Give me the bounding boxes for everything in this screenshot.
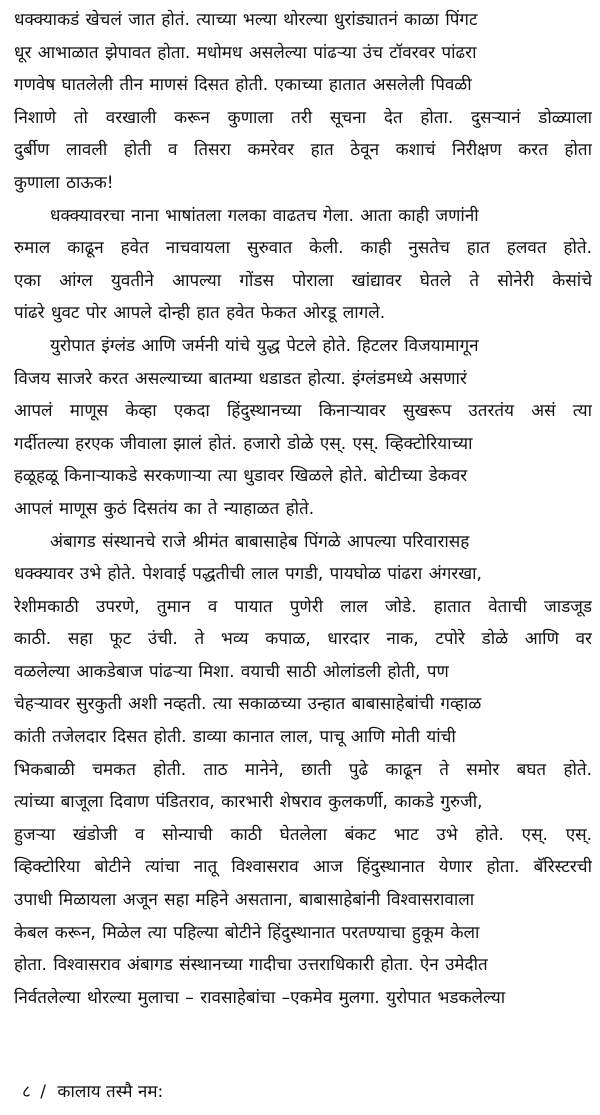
book-title: कालाय तस्मै नम: [57,1082,164,1102]
paragraph [14,526,592,1015]
text-line: रुमाल काढून हवेत नाचवायला सुरुवात केली. काही नुसतेच हात हलवत होते. [14,238,592,259]
page-footer [22,1078,163,1106]
footer-separator: / [40,1082,46,1102]
text-line: गर्दीतल्या हरएक जीवाला झालं होतं. हजारो डोळे एस्. एस्. व्हिक्टोरियाच्या [14,433,473,454]
text-line: व्हिक्टोरिया बोटीने त्यांचा नातू विश्वासराव आज हिंदुस्थानात येणार होता. बॅरिस्टरची [14,857,592,878]
text-line: कांती तजेलदार दिसत होती. डाव्या कानात लाल, पाचू आणि मोती यांची [14,727,456,748]
text-line: पांढरे धुवट पोर आपले दोन्ही हात हवेत फेकत ओरडू लागले. [14,303,386,324]
text-line: निर्वतलेल्या थोरल्या मुलाचा – रावसाहेबांचा –एकमेव मुलगा. युरोपात भडकलेल्या [14,987,506,1008]
text-line: काठी. सहा फूट उंची. ते भव्य कपाळ, धारदार नाक, टपोरे डोळे आणि वर [14,629,592,650]
text-line: वळलेल्या आकडेबाज पांढऱ्या मिशा. वयाची साठी ओलांडली होती, पण [14,661,449,682]
text-line: गणवेष घातलेली तीन माणसं दिसत होती. एकाच्या हातात असलेली पिवळी [14,75,472,96]
text-line: भिकबाळी चमकत होती. ताठ मानेने, छाती पुढे काढून ते समोर बघत होते. [14,759,592,780]
text-line: रेशीमकाठी उपरणे, तुमान व पायात पुणेरी लाल जोडे. हातात वेताची जाडजूड [14,596,592,617]
body-text [14,4,592,1014]
text-line: निशाणे तो वरखाली करून कुणाला तरी सूचना देत होता. दुसऱ्यानं डोळ्याला [14,107,592,128]
text-line: त्यांच्या बाजूला दिवाण पंडितराव, कारभारी शेषराव कुलकर्णी, काकडे गुरुजी, [14,792,483,813]
paragraph [14,4,592,200]
text-line: आपलं माणूस कुठं दिसतंय का ते न्याहाळत होते. [14,498,315,519]
text-line: चेहऱ्यावर सुरकुती अशी नव्हती. त्या सकाळच्या उन्हात बाबासाहेबांची गव्हाळ [14,694,482,715]
text-line: हुजऱ्या खंडोजी व सोन्याची काठी घेतलेला बंकट भाट उभे होते. एस्. एस्. [14,824,592,845]
text-line: युरोपात इंग्लंड आणि जर्मनी यांचे युद्ध पेटले होते. हिटलर विजयामागून [50,335,479,356]
paragraph [14,200,592,330]
text-line: आपलं माणूस केव्हा एकदा हिंदुस्थानच्या किनाऱ्यावर सुखरूप उतरतंय असं त्या [14,401,592,422]
text-line: उपाधी मिळायला अजून सहा महिने असताना, बाबासाहेबांनी विश्वासरावाला [14,890,475,911]
text-line: एका आंग्ल युवतीने आपल्या गोंडस पोराला खांद्यावर घेतले ते सोनेरी केसांचे [14,270,592,291]
text-line: विजय साजरे करत असल्याच्या बातम्या धडाडत होत्या. इंग्लंडमध्ये असणारं [14,368,467,389]
paragraph [14,330,592,526]
text-line: कुणाला ठाऊक! [14,172,114,193]
text-line: केबल करून, मिळेल त्या पहिल्या बोटीने हिंदुस्थानात परतण्याचा हुकूम केला [14,922,480,943]
text-line: धक्क्याकडं खेचलं जात होतं. त्याच्या भल्या थोरल्या धुरांड्यातनं काळा पिंगट [14,10,478,30]
text-line: होता. विश्वासराव अंबागड संस्थानच्या गादीचा उत्तराधिकारी होता. ऐन उमेदीत [14,955,488,976]
text-line: धक्क्यावर उभे होते. पेशवाई पद्धतीची लाल पगडी, पायघोळ पांढरा अंगरखा, [14,564,482,585]
text-line: दुर्बीण लावली होती व तिसरा कमरेवर हात ठेवून कशाचं निरीक्षण करत होता [14,140,592,161]
text-line: अंबागड संस्थानचे राजे श्रीमंत बाबासाहेब पिंगळे आपल्या परिवारासह [50,531,470,552]
text-line: हळूहळू किनाऱ्याकडे सरकणाऱ्या त्या धुडावर खिळले होते. बोटीच्या डेकवर [14,466,468,487]
text-line: धक्क्यावरचा नाना भाषांतला गलका वाढतच गेला. आता काही जणांनी [50,205,479,226]
page-number: ८ [22,1082,31,1102]
text-line: धूर आभाळात झेपावत होता. मधोमध असलेल्या पांढऱ्या उंच टॉवरवर पांढरा [14,42,477,63]
